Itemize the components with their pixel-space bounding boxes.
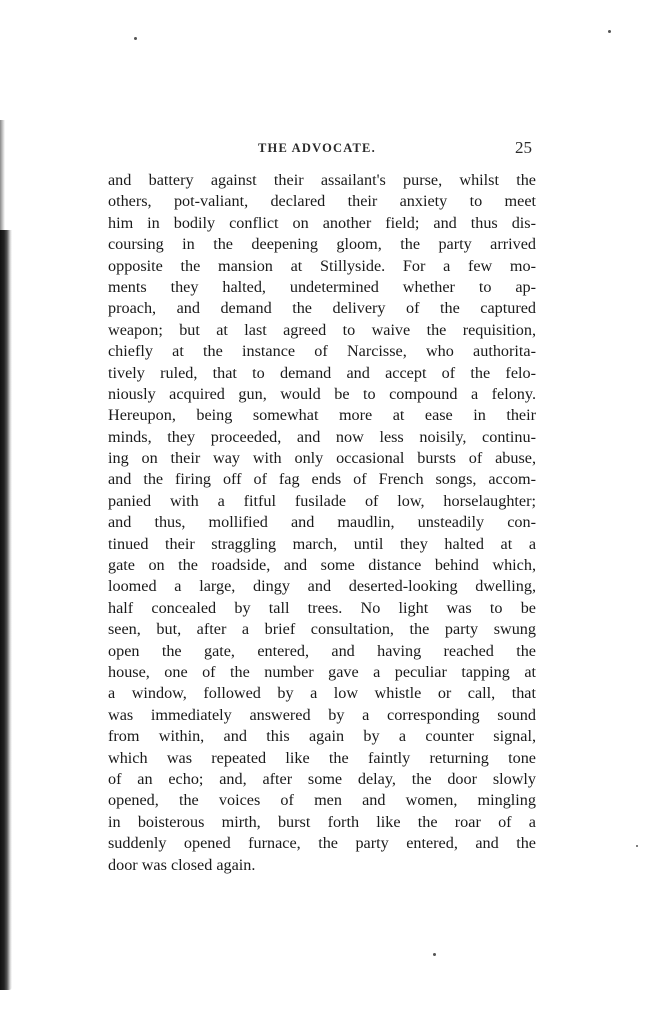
text-line: chiefly at the instance of Narcisse, who authorita- (108, 342, 536, 361)
text-line: and the firing off of fag ends of French songs, accom- (108, 470, 536, 489)
ink-speck (134, 37, 137, 40)
text-line: tinued their straggling march, until they halted at a (108, 534, 536, 553)
text-line: half concealed by tall trees. No light was to be (108, 598, 536, 617)
text-line: of an echo; and, after some delay, the door slowly (108, 769, 536, 788)
binding-shadow (0, 230, 12, 990)
ink-speck (636, 845, 638, 847)
body-text (108, 170, 536, 876)
text-line: ing on their way with only occasional bursts of abuse, (108, 449, 536, 468)
text-line: loomed a large, dingy and deserted-looking dwelling, (108, 577, 536, 596)
text-line: weapon; but at last agreed to waive the requisition, (108, 320, 536, 339)
page-number: 25 (515, 138, 532, 157)
text-line: coursing in the deepening gloom, the party arrived (108, 235, 536, 254)
text-line: proach, and demand the delivery of the captured (108, 299, 536, 318)
text-line: open the gate, entered, and having reached the (108, 641, 536, 660)
ink-speck (433, 953, 436, 956)
text-line: opened, the voices of men and women, mingling (108, 791, 536, 810)
text-line: niously acquired gun, would be to compound a felony. (108, 384, 536, 403)
text-line: panied with a fitful fusilade of low, horselaughter; (108, 491, 536, 510)
text-line: him in bodily conflict on another field; and thus dis- (108, 213, 536, 232)
text-line: Hereupon, being somewhat more at ease in their (108, 406, 536, 425)
text-line: gate on the roadside, and some distance behind which, (108, 556, 536, 575)
text-line: house, one of the number gave a peculiar tapping at (108, 662, 536, 681)
text-line: a window, followed by a low whistle or call, that (108, 684, 536, 703)
text-line: minds, they proceeded, and now less noisily, continu- (108, 427, 536, 446)
page-header (108, 138, 536, 162)
running-head: THE ADVOCATE. (258, 141, 376, 155)
text-line: from within, and this again by a counter signal, (108, 727, 536, 746)
text-line: was immediately answered by a corresponding sound (108, 705, 536, 724)
text-line: ments they halted, undetermined whether to ap- (108, 277, 536, 296)
text-line: others, pot-valiant, declared their anxiety to meet (108, 192, 536, 211)
text-line: in boisterous mirth, burst forth like the roar of a (108, 812, 536, 831)
text-line: tively ruled, that to demand and accept of the felo- (108, 363, 536, 382)
text-line: and thus, mollified and maudlin, unsteadily con- (108, 513, 536, 532)
text-line: seen, but, after a brief consultation, the party swung (108, 620, 536, 639)
text-line: door was closed again. (108, 855, 256, 874)
binding-shadow-top (0, 120, 5, 230)
text-line: which was repeated like the faintly returning tone (108, 748, 536, 767)
ink-speck (608, 30, 611, 33)
text-line: opposite the mansion at Stillyside. For a few mo- (108, 256, 536, 275)
text-line: suddenly opened furnace, the party entered, and the (108, 834, 536, 853)
text-line: and battery against their assailant's purse, whilst the (108, 171, 536, 189)
